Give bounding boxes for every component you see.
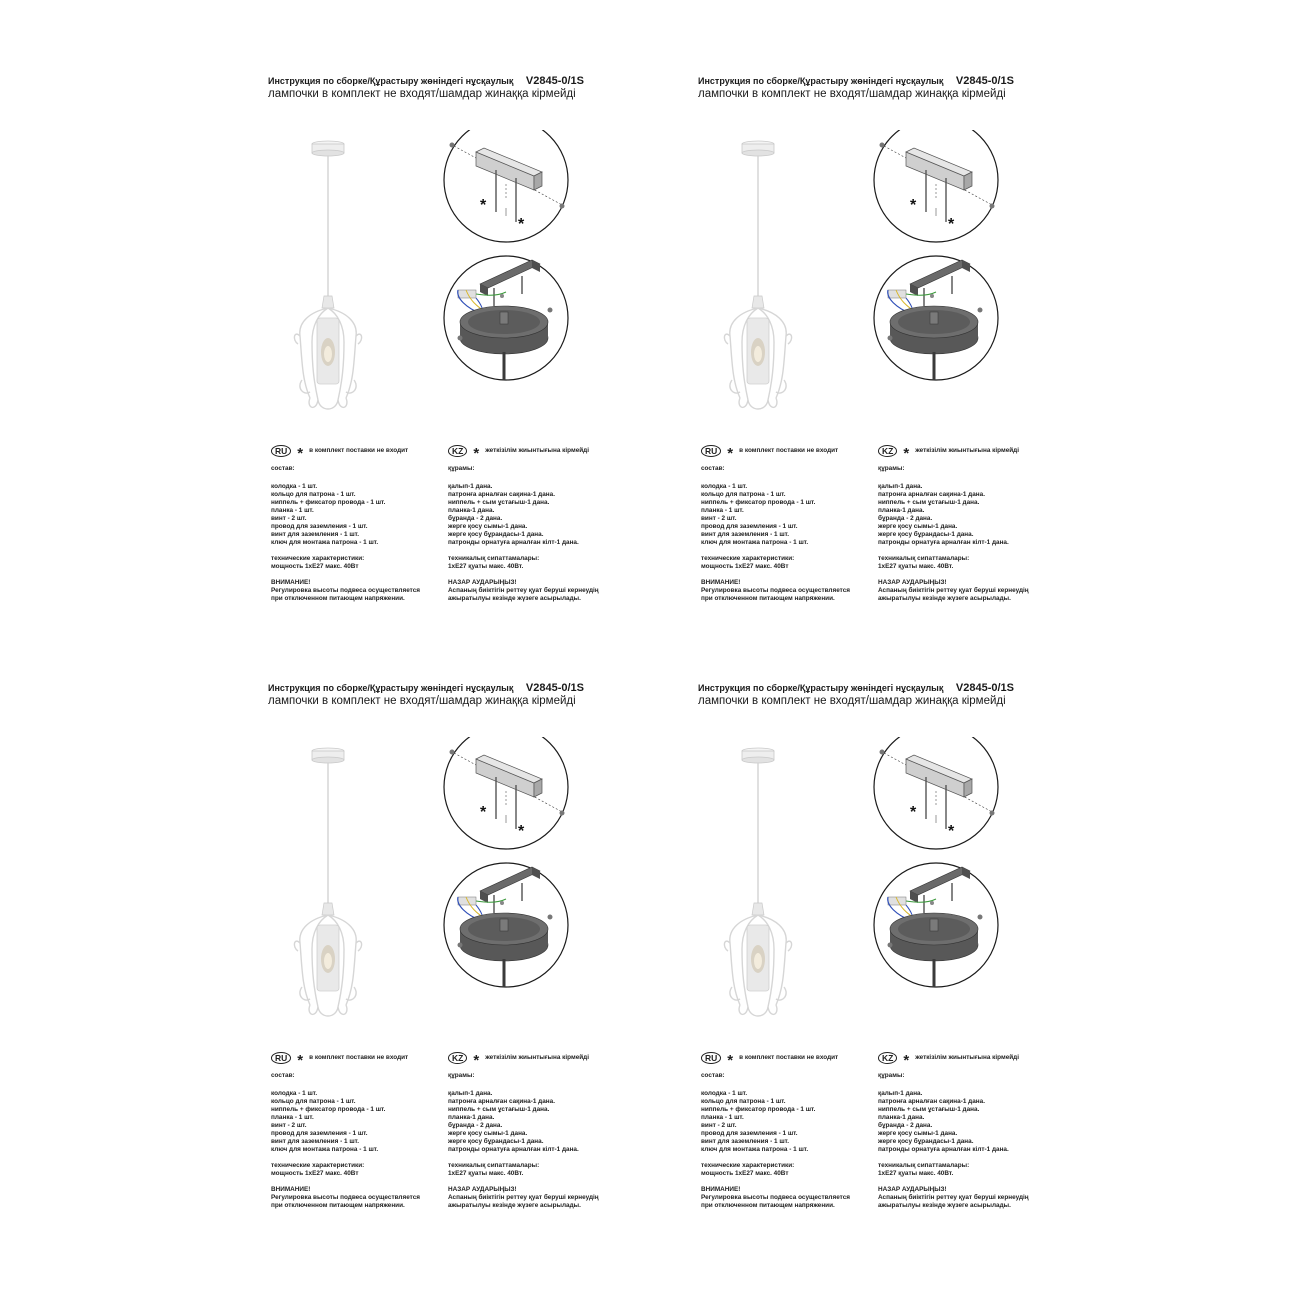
list-item: провод для заземления - 1 шт.: [271, 1130, 368, 1137]
pendant-lamp-illustration: [288, 130, 388, 450]
list-item: қалып-1 дана.: [448, 483, 493, 490]
specs-title: техникалық сипаттамалары:: [878, 1162, 970, 1169]
list-item: жерге қосу бұрандасы-1 дана.: [448, 531, 544, 538]
list-item: патронды орнатуға арналған кілт-1 дана.: [448, 539, 579, 546]
list-item: ключ для монтажа патрона - 1 шт.: [271, 539, 379, 546]
list-item: ниппель + фиксатор провода - 1 шт.: [271, 1106, 386, 1113]
specs-title: технические характеристики:: [271, 1162, 365, 1169]
not-included-note: жеткізілім жиынтығына кірмейді: [915, 1054, 1020, 1061]
composition-title: состав:: [271, 1072, 295, 1079]
kazakh-instructions: [878, 443, 1078, 603]
asterisk-icon: *: [473, 1052, 480, 1069]
specs-title: техникалық сипаттамалары:: [448, 1162, 540, 1169]
kazakh-instructions: [448, 443, 648, 603]
list-item: ниппель + сым ұстағыш-1 дана.: [878, 499, 980, 506]
not-included-note: в комплект поставки не входит: [309, 1054, 409, 1061]
list-item: жерге қосу сымы-1 дана.: [878, 1130, 958, 1137]
asterisk-icon: *: [297, 1052, 304, 1069]
list-item: винт - 2 шт.: [701, 515, 737, 522]
assembly-diagram: [866, 737, 1006, 1037]
specs-value: мощность 1хЕ27 макс. 40Вт: [701, 1170, 789, 1177]
list-item: патронға арналған сақина-1 дана.: [448, 1098, 555, 1105]
list-item: винт - 2 шт.: [271, 515, 307, 522]
not-included-star-mark: *: [910, 804, 917, 821]
list-item: жерге қосу сымы-1 дана.: [878, 523, 958, 530]
warning-title: НАЗАР АУДАРЫҢЫЗ!: [878, 1186, 947, 1193]
list-item: колодка - 1 шт.: [701, 1090, 748, 1097]
composition-title: состав:: [701, 1072, 725, 1079]
header-subtitle: лампочки в комплект не входят/шамдар жинаққа кірмейді: [698, 695, 1006, 707]
list-item: винт для заземления - 1 шт.: [271, 1138, 359, 1145]
kazakh-instructions: [878, 1050, 1078, 1210]
model-number: V2845-0/1S: [955, 682, 1014, 694]
pendant-lamp-illustration: [718, 737, 818, 1057]
not-included-star-mark: *: [480, 197, 487, 214]
asterisk-icon: *: [727, 445, 734, 462]
list-item: ключ для монтажа патрона - 1 шт.: [701, 1146, 809, 1153]
asterisk-icon: *: [903, 1052, 910, 1069]
not-included-note: в комплект поставки не входит: [739, 1054, 839, 1061]
instruction-page: [658, 652, 1278, 1252]
model-number: V2845-0/1S: [525, 75, 584, 87]
not-included-note: жеткізілім жиынтығына кірмейді: [485, 447, 590, 454]
russian-instructions: [271, 443, 453, 603]
pendant-lamp-illustration: [718, 130, 818, 450]
warning-text: Аспаның биіктігін реттеу қуат беруші кернеудің: [878, 587, 1029, 594]
header-title: Инструкция по сборке/Құрастыру жөніндегі нұсқаулық: [268, 683, 514, 693]
asterisk-icon: *: [903, 445, 910, 462]
list-item: колодка - 1 шт.: [701, 483, 748, 490]
language-badge-ru: RU: [701, 1052, 721, 1064]
list-item: провод для заземления - 1 шт.: [701, 1130, 798, 1137]
warning-text: Регулировка высоты подвеса осуществляется: [701, 1194, 851, 1201]
list-item: колодка - 1 шт.: [271, 483, 318, 490]
list-item: ниппель + фиксатор провода - 1 шт.: [701, 499, 816, 506]
warning-text: Аспаның биіктігін реттеу қуат беруші кернеудің: [448, 1194, 599, 1201]
list-item: планка - 1 шт.: [271, 507, 314, 514]
specs-title: технические характеристики:: [701, 555, 795, 562]
list-item: қалып-1 дана.: [448, 1090, 493, 1097]
specs-value: 1хЕ27 қуаты макс. 40Вт.: [448, 1170, 524, 1177]
list-item: планка-1 дана.: [878, 1114, 925, 1121]
warning-title: ВНИМАНИЕ!: [701, 579, 741, 586]
composition-title: состав:: [701, 465, 725, 472]
list-item: планка - 1 шт.: [701, 507, 744, 514]
composition-title: құрамы:: [878, 465, 905, 472]
list-item: бұранда - 2 дана.: [448, 515, 503, 522]
pendant-lamp-illustration: [288, 737, 388, 1057]
specs-title: техникалық сипаттамалары:: [878, 555, 970, 562]
list-item: планка - 1 шт.: [271, 1114, 314, 1121]
specs-value: мощность 1хЕ27 макс. 40Вт: [271, 1170, 359, 1177]
warning-text: при отключенном питающем напряжении.: [701, 1202, 835, 1209]
warning-title: ВНИМАНИЕ!: [701, 1186, 741, 1193]
composition-title: құрамы:: [878, 1072, 905, 1079]
list-item: кольцо для патрона - 1 шт.: [271, 1098, 356, 1105]
not-included-star-mark: *: [518, 823, 525, 840]
warning-text: при отключенном питающем напряжении.: [271, 1202, 405, 1209]
language-badge-ru: RU: [271, 1052, 291, 1064]
list-item: патронға арналған сақина-1 дана.: [878, 1098, 985, 1105]
composition-title: құрамы:: [448, 465, 475, 472]
not-included-star-mark: *: [948, 216, 955, 233]
list-item: жерге қосу сымы-1 дана.: [448, 1130, 528, 1137]
instruction-header: [698, 682, 1258, 707]
warning-text: Регулировка высоты подвеса осуществляется: [701, 587, 851, 594]
list-item: бұранда - 2 дана.: [878, 515, 933, 522]
composition-title: состав:: [271, 465, 295, 472]
specs-value: мощность 1хЕ27 макс. 40Вт: [701, 563, 789, 570]
not-included-note: в комплект поставки не входит: [309, 447, 409, 454]
not-included-star-mark: *: [948, 823, 955, 840]
list-item: патронға арналған сақина-1 дана.: [878, 491, 985, 498]
not-included-star-mark: *: [518, 216, 525, 233]
warning-text: при отключенном питающем напряжении.: [271, 595, 405, 602]
not-included-note: жеткізілім жиынтығына кірмейді: [915, 447, 1020, 454]
language-badge-ru: RU: [271, 445, 291, 457]
warning-title: НАЗАР АУДАРЫҢЫЗ!: [448, 1186, 517, 1193]
russian-instructions: [701, 1050, 883, 1210]
header-subtitle: лампочки в комплект не входят/шамдар жинаққа кірмейді: [698, 88, 1006, 100]
model-number: V2845-0/1S: [955, 75, 1014, 87]
specs-value: 1хЕ27 қуаты макс. 40Вт.: [878, 563, 954, 570]
warning-text: Регулировка высоты подвеса осуществляется: [271, 587, 421, 594]
warning-text: при отключенном питающем напряжении.: [701, 595, 835, 602]
list-item: кольцо для патрона - 1 шт.: [701, 491, 786, 498]
instruction-header: [698, 75, 1258, 100]
list-item: патронды орнатуға арналған кілт-1 дана.: [878, 539, 1009, 546]
assembly-diagram: [436, 737, 576, 1037]
list-item: ниппель + фиксатор провода - 1 шт.: [271, 499, 386, 506]
list-item: патронды орнатуға арналған кілт-1 дана.: [448, 1146, 579, 1153]
list-item: планка-1 дана.: [448, 1114, 495, 1121]
kazakh-instructions: [448, 1050, 648, 1210]
list-item: винт для заземления - 1 шт.: [271, 531, 359, 538]
not-included-star-mark: *: [480, 804, 487, 821]
not-included-note: в комплект поставки не входит: [739, 447, 839, 454]
specs-title: техникалық сипаттамалары:: [448, 555, 540, 562]
list-item: кольцо для патрона - 1 шт.: [271, 491, 356, 498]
warning-text: ажыратылуы кезінде жүзеге асырылады.: [448, 1202, 581, 1209]
warning-text: Регулировка высоты подвеса осуществляется: [271, 1194, 421, 1201]
list-item: бұранда - 2 дана.: [878, 1122, 933, 1129]
specs-title: технические характеристики:: [701, 1162, 795, 1169]
warning-text: Аспаның биіктігін реттеу қуат беруші кернеудің: [878, 1194, 1029, 1201]
list-item: қалып-1 дана.: [878, 1090, 923, 1097]
specs-title: технические характеристики:: [271, 555, 365, 562]
language-badge-kz: KZ: [878, 1052, 897, 1064]
list-item: бұранда - 2 дана.: [448, 1122, 503, 1129]
warning-title: НАЗАР АУДАРЫҢЫЗ!: [878, 579, 947, 586]
not-included-note: жеткізілім жиынтығына кірмейді: [485, 1054, 590, 1061]
asterisk-icon: *: [297, 445, 304, 462]
list-item: ниппель + сым ұстағыш-1 дана.: [448, 1106, 550, 1113]
list-item: планка - 1 шт.: [701, 1114, 744, 1121]
list-item: винт для заземления - 1 шт.: [701, 531, 789, 538]
list-item: ключ для монтажа патрона - 1 шт.: [701, 539, 809, 546]
warning-text: ажыратылуы кезінде жүзеге асырылады.: [448, 595, 581, 602]
warning-title: ВНИМАНИЕ!: [271, 579, 311, 586]
warning-text: ажыратылуы кезінде жүзеге асырылады.: [878, 1202, 1011, 1209]
header-subtitle: лампочки в комплект не входят/шамдар жинаққа кірмейді: [268, 88, 576, 100]
specs-value: 1хЕ27 қуаты макс. 40Вт.: [448, 563, 524, 570]
not-included-star-mark: *: [910, 197, 917, 214]
list-item: ниппель + фиксатор провода - 1 шт.: [701, 1106, 816, 1113]
list-item: провод для заземления - 1 шт.: [701, 523, 798, 530]
list-item: винт - 2 шт.: [701, 1122, 737, 1129]
list-item: планка-1 дана.: [878, 507, 925, 514]
list-item: ниппель + сым ұстағыш-1 дана.: [448, 499, 550, 506]
russian-instructions: [701, 443, 883, 603]
list-item: жерге қосу бұрандасы-1 дана.: [878, 531, 974, 538]
header-title: Инструкция по сборке/Құрастыру жөніндегі нұсқаулық: [698, 683, 944, 693]
language-badge-ru: RU: [701, 445, 721, 457]
list-item: патронды орнатуға арналған кілт-1 дана.: [878, 1146, 1009, 1153]
list-item: жерге қосу сымы-1 дана.: [448, 523, 528, 530]
warning-text: Аспаның биіктігін реттеу қуат беруші кернеудің: [448, 587, 599, 594]
header-title: Инструкция по сборке/Құрастыру жөніндегі нұсқаулық: [698, 76, 944, 86]
header-title: Инструкция по сборке/Құрастыру жөніндегі нұсқаулық: [268, 76, 514, 86]
list-item: қалып-1 дана.: [878, 483, 923, 490]
list-item: патронға арналған сақина-1 дана.: [448, 491, 555, 498]
list-item: колодка - 1 шт.: [271, 1090, 318, 1097]
list-item: планка-1 дана.: [448, 507, 495, 514]
composition-title: құрамы:: [448, 1072, 475, 1079]
list-item: ключ для монтажа патрона - 1 шт.: [271, 1146, 379, 1153]
warning-title: ВНИМАНИЕ!: [271, 1186, 311, 1193]
list-item: жерге қосу бұрандасы-1 дана.: [878, 1138, 974, 1145]
warning-title: НАЗАР АУДАРЫҢЫЗ!: [448, 579, 517, 586]
list-item: винт - 2 шт.: [271, 1122, 307, 1129]
warning-text: ажыратылуы кезінде жүзеге асырылады.: [878, 595, 1011, 602]
specs-value: мощность 1хЕ27 макс. 40Вт: [271, 563, 359, 570]
language-badge-kz: KZ: [878, 445, 897, 457]
instruction-page: [658, 45, 1278, 645]
list-item: ниппель + сым ұстағыш-1 дана.: [878, 1106, 980, 1113]
language-badge-kz: KZ: [448, 1052, 467, 1064]
assembly-diagram: [436, 130, 576, 430]
assembly-diagram: [866, 130, 1006, 430]
list-item: винт для заземления - 1 шт.: [701, 1138, 789, 1145]
specs-value: 1хЕ27 қуаты макс. 40Вт.: [878, 1170, 954, 1177]
asterisk-icon: *: [727, 1052, 734, 1069]
list-item: жерге қосу бұрандасы-1 дана.: [448, 1138, 544, 1145]
list-item: провод для заземления - 1 шт.: [271, 523, 368, 530]
list-item: кольцо для патрона - 1 шт.: [701, 1098, 786, 1105]
header-subtitle: лампочки в комплект не входят/шамдар жинаққа кірмейді: [268, 695, 576, 707]
russian-instructions: [271, 1050, 453, 1210]
language-badge-kz: KZ: [448, 445, 467, 457]
asterisk-icon: *: [473, 445, 480, 462]
model-number: V2845-0/1S: [525, 682, 584, 694]
